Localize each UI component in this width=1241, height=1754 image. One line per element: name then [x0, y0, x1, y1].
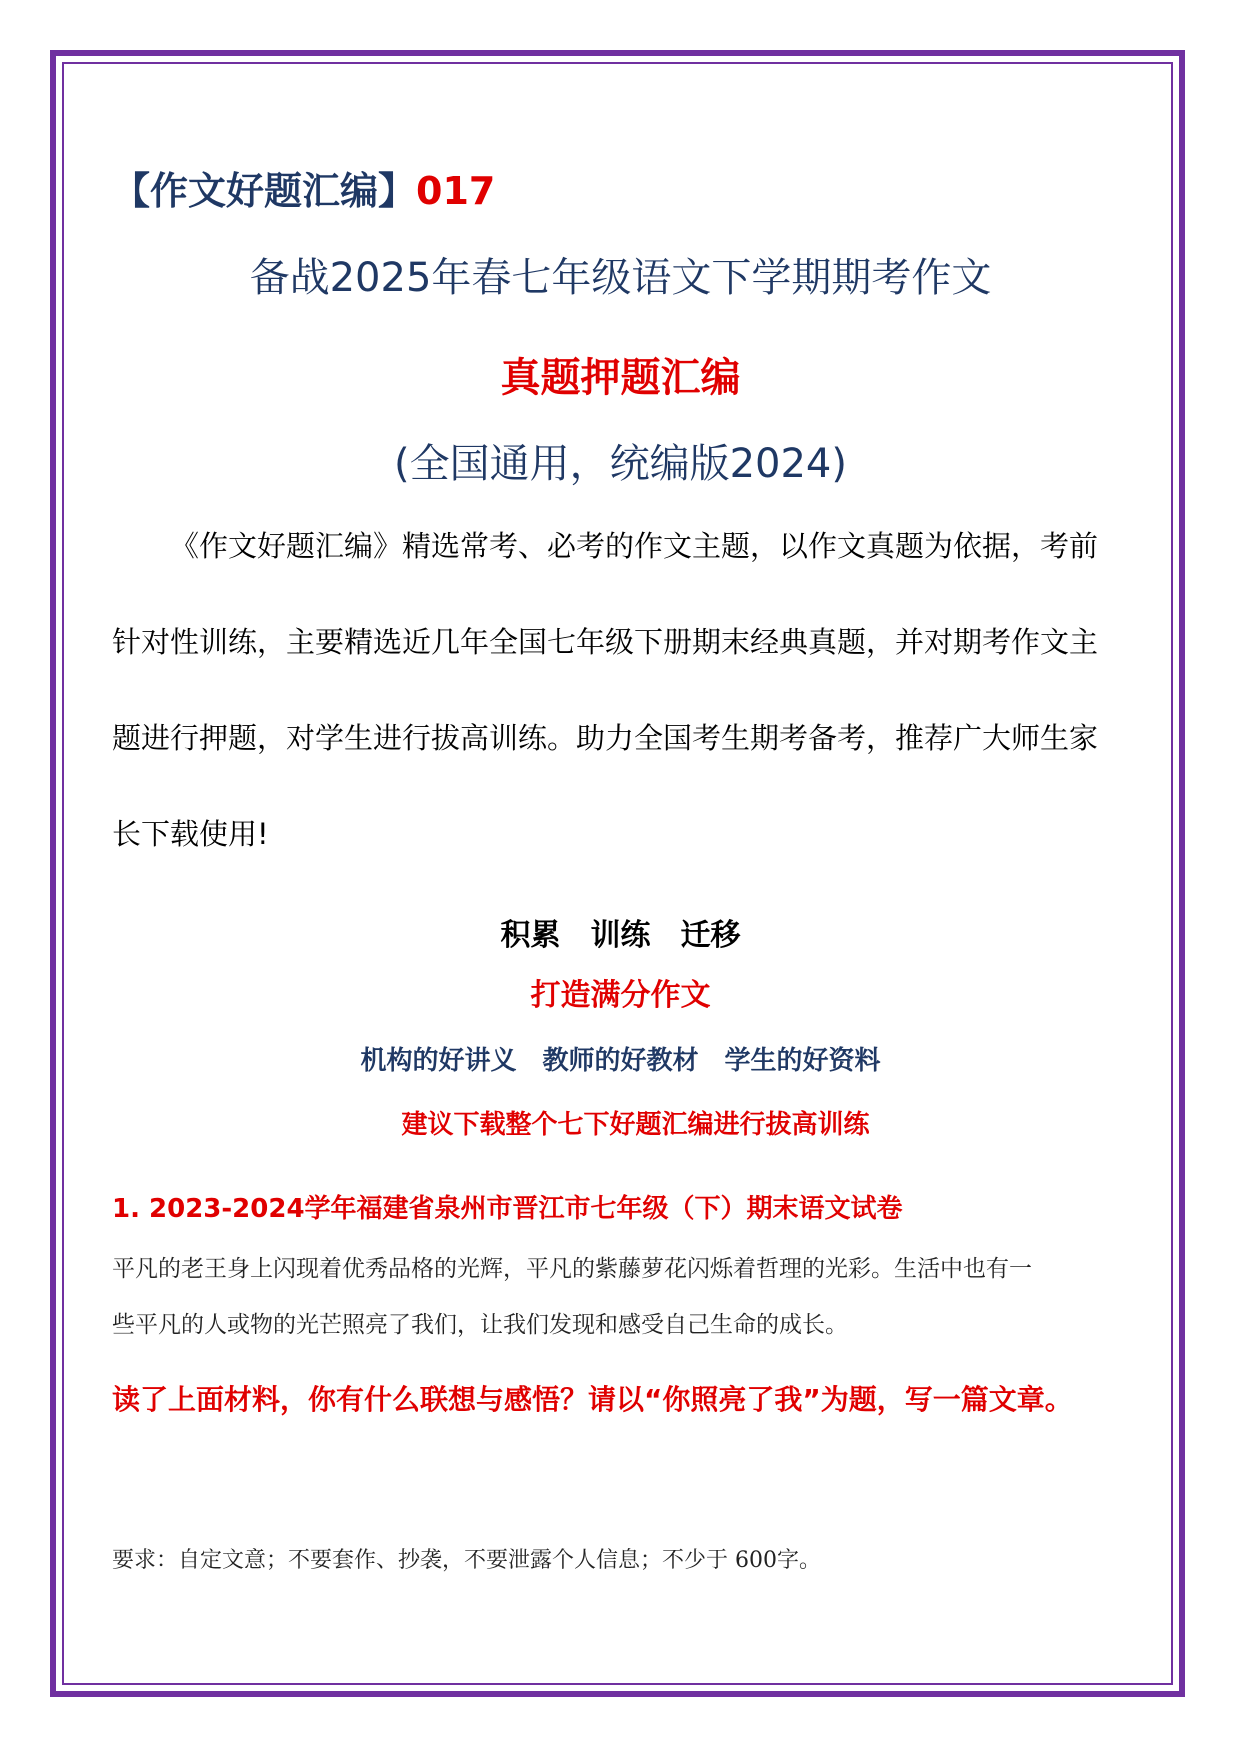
- series-number: 017: [416, 169, 496, 213]
- slogan-full-score: 打造满分作文: [530, 978, 711, 1013]
- material-line: 些平凡的人或物的光芒照亮了我们，让我们发现和感受自己生命的成长。: [112, 1312, 848, 1338]
- slogan-download-suggestion: 建议下载整个七下好题汇编进行拔高训练: [401, 1110, 870, 1140]
- intro-paragraph: [112, 524, 1112, 908]
- slogan-accumulate-train-transfer: 积累 训练 迁移: [500, 918, 741, 953]
- material-line: 平凡的老王身上闪现着优秀品格的光辉，平凡的紫藤萝花闪烁着哲理的光彩。生活中也有一: [112, 1256, 1032, 1282]
- intro-line: 题进行押题，对学生进行拔高训练。助力全国考生期考备考，推荐广大师生家: [112, 721, 1099, 755]
- intro-line: 《作文好题汇编》精选常考、必考的作文主题，以作文真题为依据，考前: [170, 529, 1099, 563]
- intro-line: 针对性训练，主要精选近几年全国七年级下册期末经典真题，并对期考作文主: [112, 625, 1099, 659]
- series-label: 【作文好题汇编】: [112, 169, 417, 213]
- essay-prompt: 读了上面材料，你有什么联想与感悟？请以“你照亮了我”为题，写一篇文章。: [112, 1383, 1073, 1416]
- main-title: 备战2025年春七年级语文下学期期考作文: [249, 255, 992, 301]
- essay-requirement: 要求：自定文意；不要套作、抄袭，不要泄露个人信息；不少于 600字。: [112, 1548, 821, 1573]
- essay-material: [112, 1250, 1122, 1362]
- sub-title: 真题押题汇编: [500, 355, 741, 401]
- slogan-audience: 机构的好讲义 教师的好教材 学生的好资料: [360, 1046, 881, 1076]
- exam-source-heading: 1. 2023-2024学年福建省泉州市晋江市七年级（下）期末语文试卷: [112, 1194, 903, 1224]
- intro-line: 长下载使用!: [112, 817, 269, 851]
- series-title: [112, 160, 495, 215]
- edition-note: (全国通用，统编版2024): [393, 441, 847, 487]
